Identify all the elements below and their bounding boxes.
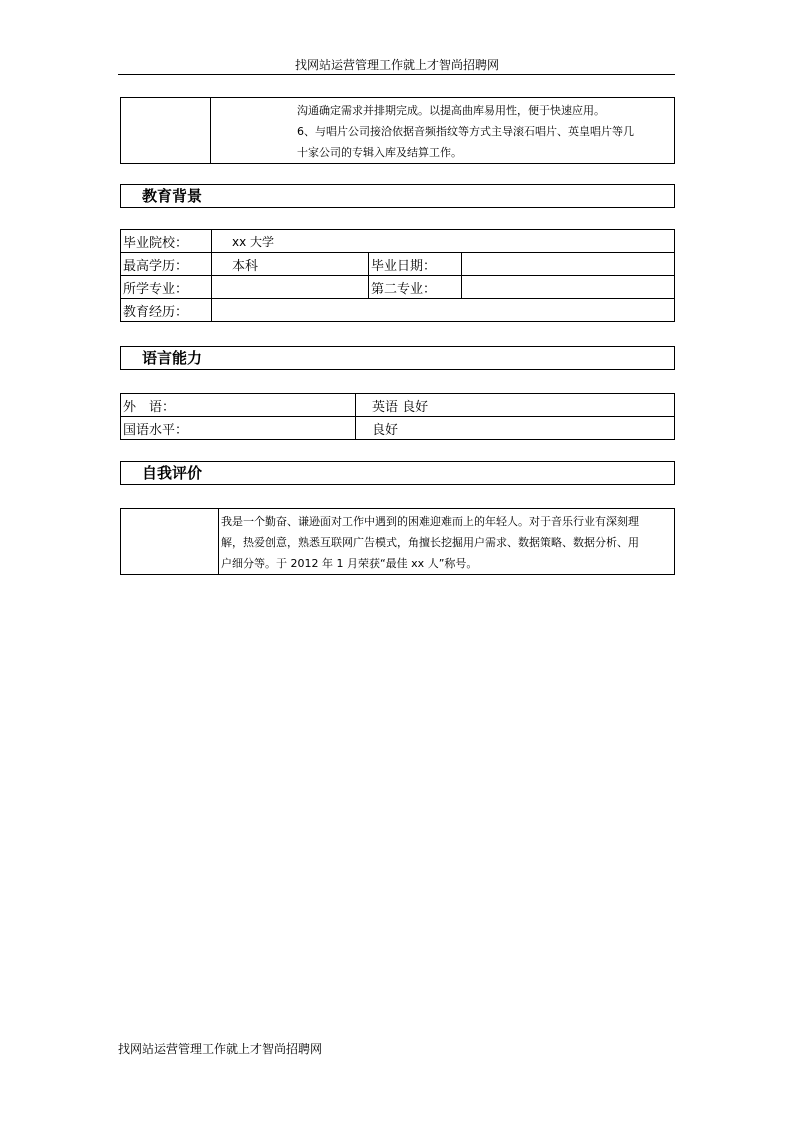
table-row [121, 299, 675, 322]
graduation-date-label: 毕业日期： [369, 253, 462, 276]
self-evaluation-line: 解，热爱创意，熟悉互联网广告模式，角擅长挖掘用户需求、数据策略、数据分析、用 [221, 536, 639, 549]
table-row [121, 394, 675, 417]
self-evaluation-line: 我是一个勤奋、谦逊面对工作中遇到的困难迎难而上的年轻人。对于音乐行业有深刻理 [221, 515, 639, 528]
experience-label-cell [121, 98, 211, 164]
mandarin-level-value: 良好 [356, 417, 675, 440]
self-evaluation-line: 户细分等。于 2012 年 1 月荣获“最佳 xx 人”称号。 [221, 557, 478, 570]
self-evaluation-table [120, 508, 675, 575]
language-table [120, 393, 675, 440]
table-row [121, 253, 675, 276]
degree-label: 最高学历： [121, 253, 212, 276]
page-footer-text: 找网站运营管理工作就上才智尚招聘网 [118, 1042, 323, 1056]
foreign-language-value: 英语 良好 [356, 394, 675, 417]
self-evaluation-text-cell [219, 509, 675, 575]
table-row [121, 230, 675, 253]
header-divider [118, 74, 675, 75]
second-major-value [462, 276, 675, 299]
education-history-value [212, 299, 675, 322]
table-row [121, 417, 675, 440]
experience-line: 6、与唱片公司接洽依据音频指纹等方式主导滚石唱片、英皇唱片等几 [297, 125, 634, 138]
experience-line: 沟通确定需求并排期完成。以提高曲库易用性，便于快速应用。 [297, 104, 605, 117]
school-label: 毕业院校： [121, 230, 212, 253]
major-label: 所学专业： [121, 276, 212, 299]
table-row [121, 276, 675, 299]
self-evaluation-section-header [120, 461, 675, 485]
degree-value: 本科 [212, 253, 369, 276]
major-value [212, 276, 369, 299]
work-experience-continuation-table [120, 97, 675, 164]
language-section-header [120, 346, 675, 370]
self-evaluation-label-cell [121, 509, 219, 575]
graduation-date-value [462, 253, 675, 276]
education-section-header [120, 184, 675, 208]
page-header-title: 找网站运营管理工作就上才智尚招聘网 [294, 58, 499, 72]
self-evaluation-heading: 自我评价 [142, 464, 203, 482]
experience-line: 十家公司的专辑入库及结算工作。 [297, 146, 462, 159]
education-history-label: 教育经历： [121, 299, 212, 322]
language-heading: 语言能力 [142, 349, 203, 367]
school-value: xx 大学 [212, 230, 675, 253]
second-major-label: 第二专业： [369, 276, 462, 299]
foreign-language-label: 外 语： [121, 394, 356, 417]
education-heading: 教育背景 [142, 187, 203, 205]
education-table [120, 229, 675, 322]
mandarin-level-label: 国语水平： [121, 417, 356, 440]
experience-description-cell [211, 98, 675, 164]
